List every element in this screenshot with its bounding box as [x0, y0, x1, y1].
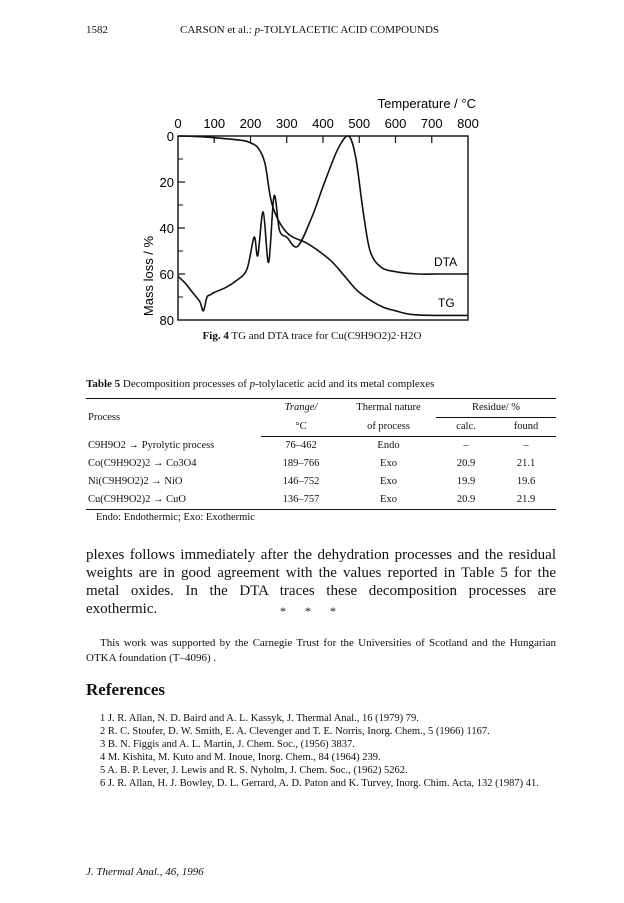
cell-calc: –: [463, 440, 469, 451]
table-row: [86, 455, 556, 473]
reference-item: 6 J. R. Allan, H. J. Bowley, D. L. Gerrard, A. D. Paton and K. Turvey, Inorg. Chim. Acta, 132 (1987) 41.: [100, 778, 539, 789]
table-footnote: Endo: Endothermic; Exo: Exothermic: [96, 512, 255, 523]
reference-list: [100, 712, 556, 790]
table-row: [86, 473, 556, 491]
cell-nature: Endo: [377, 440, 400, 451]
acknowledgement: This work was supported by the Carnegie Trust for the Universities of Scotland and the Hungarian OTKA foundation (T–4096) .: [86, 637, 556, 664]
cell-found: 19.6: [516, 476, 536, 487]
cell-nature: Exo: [341, 491, 436, 510]
y-tick-label: 60: [159, 267, 174, 282]
cell-trange: 76–462: [285, 440, 317, 451]
cell-calc: 20.9: [456, 458, 476, 469]
x-tick-label: 0: [174, 116, 182, 131]
dta-curve: [178, 136, 468, 311]
table-header-row: [86, 399, 556, 418]
header-thermal-sub: of process: [341, 418, 436, 437]
header-process: Process: [86, 399, 261, 437]
y-tick-group: [160, 129, 185, 328]
header-thermal-nature: Thermal nature: [341, 399, 436, 418]
page-number: 1582: [86, 24, 108, 36]
caption-lead: Fig. 4: [202, 330, 229, 342]
table-row: [86, 491, 556, 510]
plot-frame: [178, 136, 468, 320]
header-residue: Residue/ %: [436, 399, 556, 418]
reference-item: 1 J. R. Allan, N. D. Baird and A. L. Kassyk, J. Thermal Anal., 16 (1979) 79.: [100, 713, 419, 724]
tg-curve: [178, 136, 468, 315]
header-trange: Trange/: [261, 399, 341, 418]
y-tick-label: 20: [159, 175, 174, 190]
cell-nature: Exo: [380, 458, 397, 469]
table-row: [86, 437, 556, 456]
section-separator: * * *: [280, 604, 344, 618]
header-calc: calc.: [436, 418, 496, 437]
x-tick-label: 500: [348, 116, 371, 131]
reference-item: 5 A. B. P. Lever, J. Lewis and R. S. Nyholm, J. Chem. Soc., (1962) 5262.: [100, 765, 408, 776]
running-head-authors: CARSON et al.:: [180, 24, 255, 36]
x-tick-label: 600: [384, 116, 407, 131]
cell-calc: 19.9: [456, 476, 476, 487]
cell-found: 21.9: [496, 491, 556, 510]
x-tick-label: 800: [457, 116, 479, 131]
figure-caption: [0, 330, 624, 342]
caption-text: TG and DTA trace for Cu(C9H9O2)2·H2O: [228, 330, 422, 342]
table-title-text-1: Decomposition processes of: [120, 378, 250, 390]
cell-nature: Exo: [380, 476, 397, 487]
table-title-lead: Table 5: [86, 378, 121, 390]
tg-curve-label: TG: [438, 296, 455, 310]
dta-curve-label: DTA: [434, 255, 458, 269]
left-axis-label: Mass loss / %: [141, 235, 156, 317]
reference-item: 3 B. N. Figgis and A. L. Martin, J. Chem. Soc., (1956) 3837.: [100, 739, 355, 750]
table-title-text-2: -tolylacetic acid and its metal complexes: [255, 378, 435, 390]
x-tick-label: 200: [239, 116, 262, 131]
cell-process: Cu(C9H9O2)2 → CuO: [86, 491, 261, 510]
references-heading: References: [86, 680, 165, 699]
tg-dta-figure: [140, 86, 500, 348]
running-head-title: -TOLYLACETIC ACID COMPOUNDS: [260, 24, 440, 36]
x-tick-label: 700: [420, 116, 443, 131]
x-tick-label: 100: [203, 116, 226, 131]
header-found: found: [496, 418, 556, 437]
cell-found: –: [523, 440, 529, 451]
cell-found: 21.1: [516, 458, 536, 469]
reference-item: 2 R. C. Stoufer, D. W. Smith, E. A. Clevenger and T. E. Norris, Inorg. Chem., 5 (1966) 1167.: [100, 726, 490, 737]
reference-item: 4 M. Kishita, M. Kuto and M. Inoue, Inorg. Chem., 84 (1964) 239.: [100, 752, 381, 763]
journal-footer: J. Thermal Anal., 46, 1996: [86, 866, 204, 878]
y-tick-label: 40: [159, 221, 174, 236]
header-trange-unit: °C: [261, 418, 341, 437]
cell-calc: 20.9: [436, 491, 496, 510]
y-tick-label: 80: [159, 313, 174, 328]
cell-process: C9H9O2 → Pyrolytic process: [88, 439, 215, 451]
running-head-italic: p: [254, 24, 261, 36]
cell-process: Ni(C9H9O2)2 → NiO: [88, 476, 183, 487]
x-tick-label: 400: [312, 116, 334, 131]
cell-trange: 189–766: [282, 458, 320, 469]
cell-trange: 146–752: [282, 476, 320, 487]
decomposition-table: [86, 398, 556, 510]
running-head: [180, 24, 439, 36]
table-title: [86, 378, 434, 390]
top-axis-label: Temperature / °C: [377, 96, 476, 111]
y-tick-label: 0: [166, 129, 174, 144]
table-title-italic: p: [249, 378, 256, 390]
body-paragraph: plexes follows immediately after the dehydration processes and the residual weights are in good agreement with the values reported in Table 5 for the metal oxides. In the DTA traces these decomposition processes are exothermic.: [86, 547, 556, 617]
cell-process: Co(C9H9O2)2 → Co3O4: [88, 458, 197, 469]
x-tick-label: 300: [275, 116, 298, 131]
cell-trange: 136–757: [261, 491, 341, 510]
